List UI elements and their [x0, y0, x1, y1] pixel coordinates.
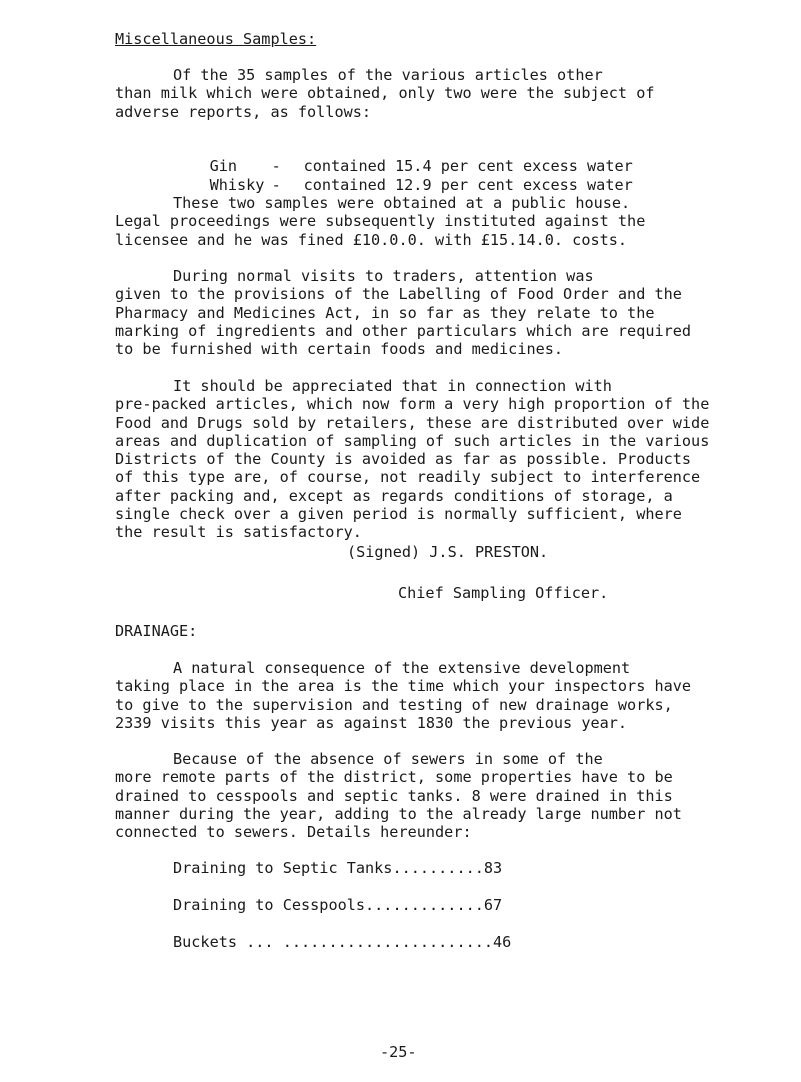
item-name: Gin [209, 157, 238, 176]
item-dash: - [271, 176, 281, 195]
text-line: Food and Drugs sold by retailers, these are distributed over wide [115, 413, 710, 432]
text-line: Pharmacy and Medicines Act, in so far as they relate to the [115, 303, 655, 322]
item-dash: - [271, 157, 281, 176]
text-line: of this type are, of course, not readily subject to interference [115, 468, 701, 487]
text-line: drained to cesspools and septic tanks. 8 were drained in this [115, 786, 673, 805]
text-line: to be furnished with certain foods and medicines. [115, 340, 564, 359]
misc-samples-heading: Miscellaneous Samples: [115, 30, 317, 48]
item-text: contained 15.4 per cent excess water [303, 157, 633, 176]
text-line: 2339 visits this year as against 1830 the previous year. [115, 713, 628, 732]
misc-paragraph-3 [115, 267, 715, 358]
text-line: than milk which were obtained, only two were the subject of [115, 84, 655, 103]
text-line: licensee and he was fined £10.0.0. with £15.14.0. costs. [115, 230, 628, 249]
misc-paragraph-4 [115, 377, 715, 542]
text-line: Districts of the County is avoided as far as possible. Products [115, 450, 692, 469]
item-text: contained 12.9 per cent excess water [303, 176, 633, 195]
text-line: Legal proceedings were subsequently instituted against the [115, 212, 646, 231]
text-line: connected to sewers. Details hereunder: [115, 823, 472, 842]
text-line: after packing and, except as regards conditions of storage, a [115, 486, 673, 505]
drainage-item-cesspools: Draining to Cesspools.............67 [173, 896, 503, 914]
text-line: Of the 35 samples of the various articles other [173, 66, 603, 84]
drainage-paragraph-2 [115, 750, 715, 841]
drainage-item-septic-tanks: Draining to Septic Tanks..........83 [173, 859, 503, 877]
text-line: marking of ingredients and other particulars which are required [115, 321, 692, 340]
text-line: single check over a given period is normally sufficient, where [115, 505, 682, 524]
item-name: Whisky [209, 176, 265, 195]
text-line: pre-packed articles, which now form a very high proportion of the [115, 395, 710, 414]
text-line: During normal visits to traders, attention was [173, 267, 594, 285]
signature-line: (Signed) J.S. PRESTON. [347, 543, 549, 561]
text-line: to give to the supervision and testing of new drainage works, [115, 695, 673, 714]
text-line: manner during the year, adding to the already large number not [115, 804, 682, 823]
text-line: adverse reports, as follows: [115, 102, 372, 121]
text-line: A natural consequence of the extensive development [173, 659, 631, 677]
page-number: -25- [380, 1043, 417, 1061]
drainage-item-buckets: Buckets ... .......................46 [173, 933, 512, 951]
drainage-paragraph-1 [115, 659, 715, 732]
misc-intro-paragraph [115, 66, 715, 121]
text-line: given to the provisions of the Labelling of Food Order and the [115, 285, 682, 304]
text-line: Because of the absence of sewers in some of the [173, 750, 603, 768]
text-line: These two samples were obtained at a public house. [173, 194, 631, 212]
text-line: taking place in the area is the time which your inspectors have [115, 677, 692, 696]
text-line: more remote parts of the district, some properties have to be [115, 768, 673, 787]
text-line: It should be appreciated that in connection with [173, 377, 612, 395]
misc-paragraph-2 [115, 194, 715, 249]
drainage-heading: DRAINAGE: [115, 622, 198, 640]
text-line: areas and duplication of sampling of such articles in the various [115, 431, 710, 450]
text-line: the result is satisfactory. [115, 523, 362, 542]
signer-title: Chief Sampling Officer. [398, 584, 609, 602]
